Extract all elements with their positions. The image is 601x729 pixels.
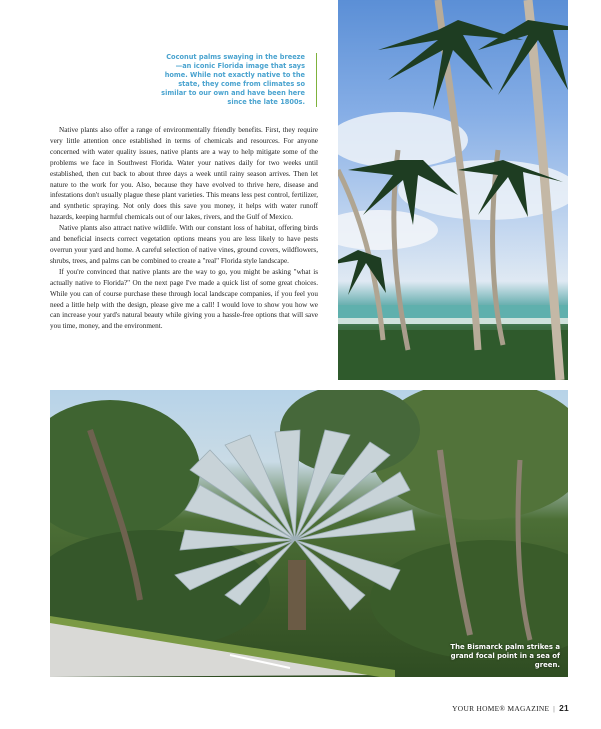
photo-bismarck-palm (50, 390, 568, 677)
article-body (50, 125, 318, 332)
caption-bottom: The Bismarck palm strikes a grand focal point in a sea of green. (450, 643, 560, 669)
caption-accent-rule (316, 53, 317, 107)
page-footer (452, 703, 569, 713)
photo-coconut-palms (338, 0, 568, 380)
footer-separator: | (553, 704, 556, 713)
body-paragraph: Native plants also attract native wildlife. With our constant loss of habitat, offering birds and beneficial insects correct vegetation options means you are less likely to have pests overrun your yard and home. A careful selection of native vines, ground covers, wildflowers, shrubs, trees, and palms can be combined to create a "real" Florida style landscape. (50, 224, 318, 265)
caption-top: Coconut palms swaying in the breeze—an iconic Florida image that says home. While not exactly native to the state, they come from climates so similar to our own and have been here since the late 1800s. (161, 53, 305, 106)
body-paragraph: If you're convinced that native plants are the way to go, you might be asking "what is actually native to Florida?" On the next page I've made a quick list of some great choices. While you can of course purchase these through local landscape companies, if you feel you need a little help with the design, please give me a call! I would love to show you how we can increase your yard's natural beauty while giving you a hassle-free options that will save you time, money, and the environment. (50, 267, 318, 331)
body-paragraph: Native plants also offer a range of environmentally friendly benefits. First, they require very little attention once established in terms of chemicals and resources. For anyone concerned with water quality issues, native plants are a way to help mitigate some of the problems we face in Southwest Florida. Water your natives daily for two weeks until established, then cut back to about three days a week until rainy season arrives. Then let nature to the work for you. Also, because they have evolved to thrive here, disease and infestations don't usually plague these plant varieties. This means less pest control, fertilizer, and synthetic spraying. Not only does this save you money, it helps with water runoff hazards, keeping harmful chemicals out of our lakes, rivers, and the Gulf of Mexico. (50, 126, 318, 222)
magazine-name: YOUR HOME® MAGAZINE (452, 704, 550, 713)
page-number: 21 (559, 703, 569, 713)
